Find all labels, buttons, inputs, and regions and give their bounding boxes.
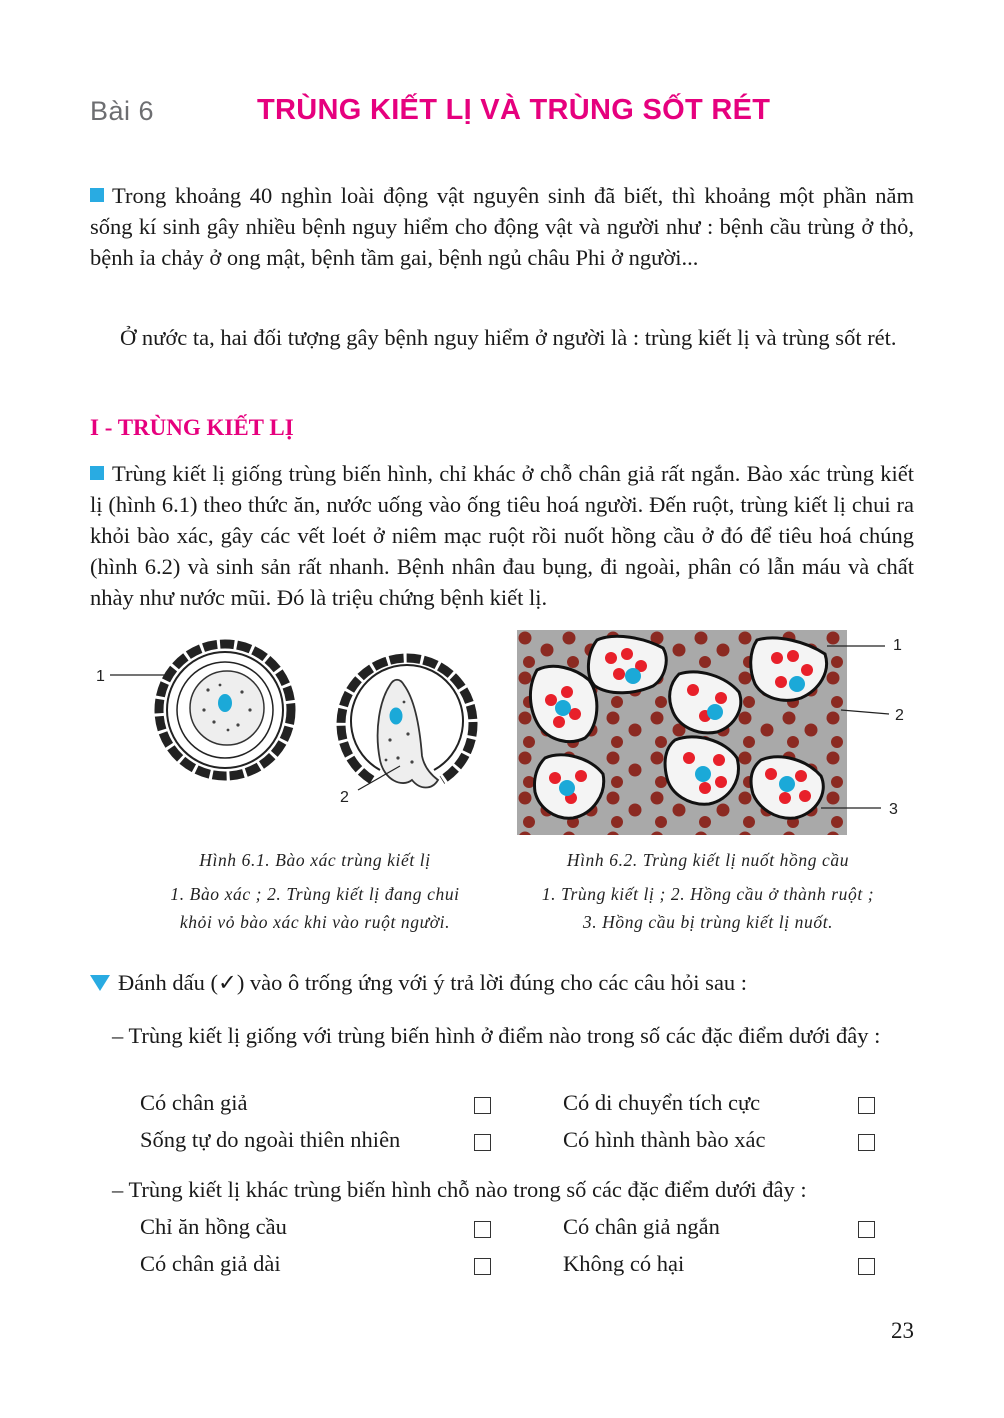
fig2-label-3: 3	[889, 801, 898, 818]
q1-option-3-label: Sống tự do ngoài thiên nhiên	[140, 1127, 401, 1152]
fig2-label-2: 2	[895, 707, 904, 724]
square-bullet-icon	[90, 466, 104, 480]
figure-6-1-legend-2: khỏi vỏ bào xác khi vào ruột người.	[179, 912, 451, 932]
triangle-bullet-icon	[90, 975, 110, 991]
section-heading: I - TRÙNG KIẾT LỊ	[90, 415, 294, 440]
figure-6-1-title: Hình 6.1. Bào xác trùng kiết lị	[199, 850, 431, 870]
q2-option-3-checkbox[interactable]	[474, 1258, 491, 1275]
fig2-label-1: 1	[893, 637, 902, 654]
q2-option-4-label: Không có hại	[563, 1251, 685, 1276]
q1-option-2-checkbox[interactable]	[858, 1097, 875, 1114]
figure-6-1-cyst	[90, 630, 480, 830]
figure-6-2-legend-2: 3. Hồng cầu bị trùng kiết lị nuốt.	[582, 912, 834, 932]
section-paragraph: Trùng kiết lị giống trùng biến hình, chỉ khác ở chỗ chân giả rất ngắn. Bào xác trùng kiết lị (hình 6.1) theo thức ăn, nước uống vào ống tiêu hoá người. Đến ruột, trùng kiết lị chui ra khỏi bào xác, gây các vết loét ở niêm mạc ruột rồi nuốt hồng cầu ở đó để tiêu hoá chúng (hình 6.2) và sinh sản rất nhanh. Bệnh nhân đau bụng, đi ngoài, phân có lẫn máu và chất nhày như nước mũi. Đó là triệu chứng bệnh kiết lị.	[90, 461, 914, 610]
question-2: – Trùng kiết lị khác trùng biến hình chỗ nào trong số các đặc điểm dưới đây :	[112, 1177, 807, 1202]
q1-option-3-checkbox[interactable]	[474, 1134, 491, 1151]
q1-option-1-checkbox[interactable]	[474, 1097, 491, 1114]
fig1-label-2: 2	[340, 789, 349, 806]
q2-option-1-label: Chỉ ăn hồng cầu	[140, 1214, 287, 1239]
intro-paragraph-2: Ở nước ta, hai đối tượng gây bệnh nguy hiểm ở người là : trùng kiết lị và trùng sốt rét.	[120, 325, 897, 350]
q2-option-1-checkbox[interactable]	[474, 1221, 491, 1238]
lesson-title: TRÙNG KIẾT LỊ VÀ TRÙNG SỐT RÉT	[257, 94, 771, 126]
q1-option-4-checkbox[interactable]	[858, 1134, 875, 1151]
lesson-number: Bài 6	[90, 96, 155, 126]
cyst-closed	[159, 644, 291, 776]
figure-6-1-caption	[100, 846, 530, 936]
exercise-instruction: Đánh dấu (✓) vào ô trống ứng với ý trả lời đúng cho các câu hỏi sau :	[90, 970, 747, 996]
figure-6-1-legend-1: 1. Bào xác ; 2. Trùng kiết lị đang chui	[170, 884, 460, 904]
page-number: 23	[891, 1318, 914, 1343]
figure-6-2-caption	[498, 846, 918, 936]
q2-option-3-label: Có chân giả dài	[140, 1251, 281, 1276]
square-bullet-icon	[90, 188, 104, 202]
figure-6-2-legend-1: 1. Trùng kiết lị ; 2. Hồng cầu ở thành ruột ;	[541, 884, 875, 904]
q1-option-1-label: Có chân giả	[140, 1090, 248, 1115]
figure-6-2-title: Hình 6.2. Trùng kiết lị nuốt hồng cầu	[566, 850, 850, 870]
q1-option-2-label: Có di chuyển tích cực	[563, 1090, 761, 1115]
intro-paragraph-1: Trong khoảng 40 nghìn loài động vật nguyên sinh đã biết, thì khoảng một phần năm sống kí sinh gây nhiều bệnh nguy hiểm cho động vật và người như : bệnh cầu trùng ở thỏ, bệnh ỉa chảy ở ong mật, bệnh tầm gai, bệnh ngủ châu Phi ở người...	[90, 183, 914, 270]
q2-option-2-checkbox[interactable]	[858, 1221, 875, 1238]
fig1-label-1: 1	[96, 668, 105, 685]
question-1: – Trùng kiết lị giống với trùng biến hình ở điểm nào trong số các đặc điểm dưới đây :	[112, 1023, 881, 1048]
cyst-opened	[341, 658, 473, 787]
q1-option-4-label: Có hình thành bào xác	[563, 1127, 766, 1152]
q2-option-4-checkbox[interactable]	[858, 1258, 875, 1275]
q2-option-2-label: Có chân giả ngắn	[563, 1214, 720, 1239]
figure-6-2-phagocytosis	[515, 628, 915, 838]
